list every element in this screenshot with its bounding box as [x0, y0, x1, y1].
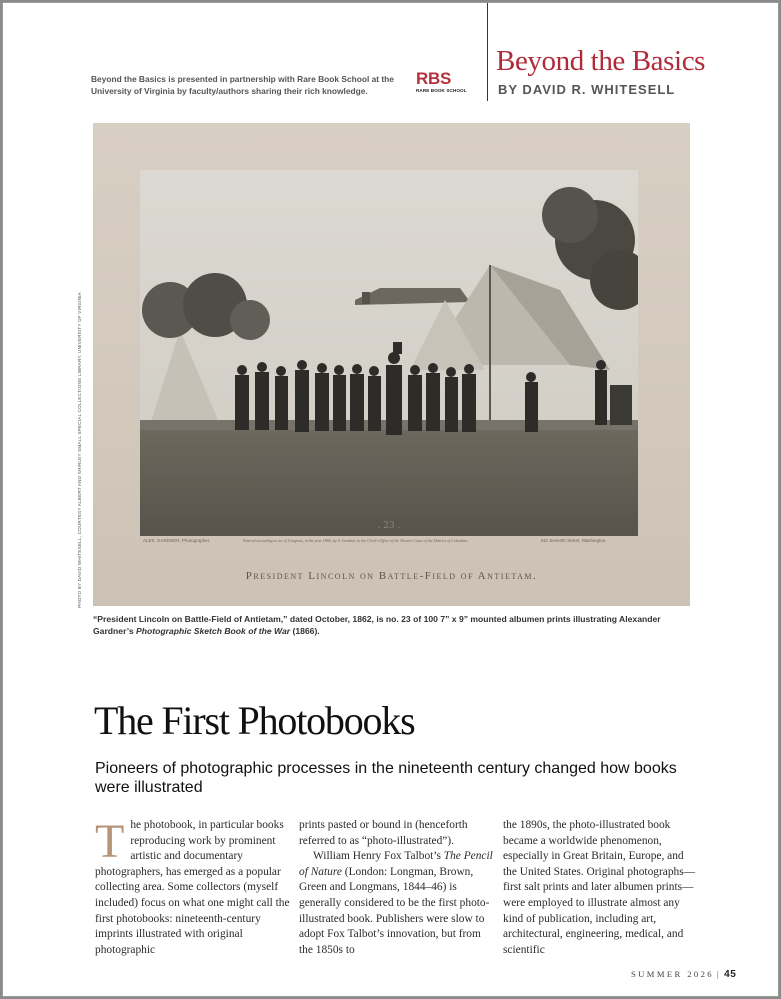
department-title: Beyond the Basics [496, 45, 706, 77]
print-photographer: ALEX. GARDNER, Photographer. [143, 538, 211, 543]
article-deck: Pioneers of photographic processes in the nineteenth century changed how books were illustrated [95, 760, 677, 796]
column-1-text: he photobook, in particular books reproducing work by prominent artistic and documentary photographers, has emerged as a popular collecting area. Some collectors (myself included) focus on what one might call the first photobooks: nineteenth-century imprints illustrated with original photographic [95, 819, 290, 956]
body-column-3 [503, 818, 699, 958]
caption-book-title: Photographic Sketch Book of the War [136, 625, 291, 636]
issue-label: SUMMER 2026 [631, 969, 714, 979]
magazine-page [2, 2, 779, 997]
albumen-print-image [140, 170, 638, 536]
footer-separator: | [717, 969, 722, 979]
caption-tail: (1866). [290, 625, 320, 636]
rbs-logo-mark: RBS [416, 69, 451, 88]
antietam-photograph [93, 123, 690, 606]
body-column-2 [299, 818, 495, 958]
caption-main: “President Lincoln on Battle-Field of Antietam,” dated October, 1862, is no. 23 of 100 7” x 9” mounted albumen prints illustrating Alexander Gardner’s [93, 614, 661, 636]
print-title: President Lincoln on Battle-Field of Antietam. [245, 570, 538, 582]
print-copyright: Entered according to act of Congress, in the year 1866, by A. Gardner, in the Clerk's Office of the District Court of the District of Columbia. [243, 538, 468, 543]
column-2-para-1: prints pasted or bound in (henceforth referred to as “photo-illustrated”). [299, 819, 468, 847]
photo-credit: PHOTO BY DAVID WHITESELL, COURTESY ALBERT AND SHIRLEY SMALL SPECIAL COLLECTIONS LIBRARY, UNIVERSITY OF VIRGINIA [77, 291, 82, 608]
column-2-text-a: William Henry Fox Talbot’s [313, 850, 444, 863]
rbs-logo-subtitle: RARE BOOK SCHOOL [416, 88, 467, 93]
lincoln-antietam-scene [140, 170, 638, 536]
pencil-of-nature-title: The Pencil of Nature [299, 850, 493, 878]
header-divider [487, 3, 488, 101]
svg-text:. 23 .: . 23 . [377, 521, 401, 531]
page-footer [631, 969, 736, 980]
column-3-text: the 1890s, the photo-illustrated book became a worldwide phenomenon, especially in Great Britain, Europe, and the United States. Original photographs—first salt prints and later albumen prints—were employed to illustrate almost any kind of publication, including art, architectural, engineering, medical, and scientific [503, 819, 696, 956]
byline: BY DAVID R. WHITESELL [498, 82, 676, 97]
drop-cap: T [95, 815, 125, 868]
column-2-text-b: (London: Longman, Brown, Green and Longmans, 1844–46) is generally considered to be the first photo-illustrated book. Publishers were slow to adopt Fox Talbot’s innovation, but from the 1850s to [299, 865, 490, 956]
body-column-1 [95, 815, 291, 958]
column-2-para-2 [299, 849, 495, 958]
page-number: 45 [724, 969, 737, 980]
photo-caption [93, 614, 691, 637]
partner-note: Beyond the Basics is presented in partnership with Rare Book School at the University of Virginia by faculty/authors sharing their rich knowledge. [91, 74, 394, 96]
article-title: The First Photobooks [94, 698, 415, 743]
rbs-logo [416, 70, 474, 94]
print-address: 511 Seventh Street, Washington. [541, 538, 607, 543]
